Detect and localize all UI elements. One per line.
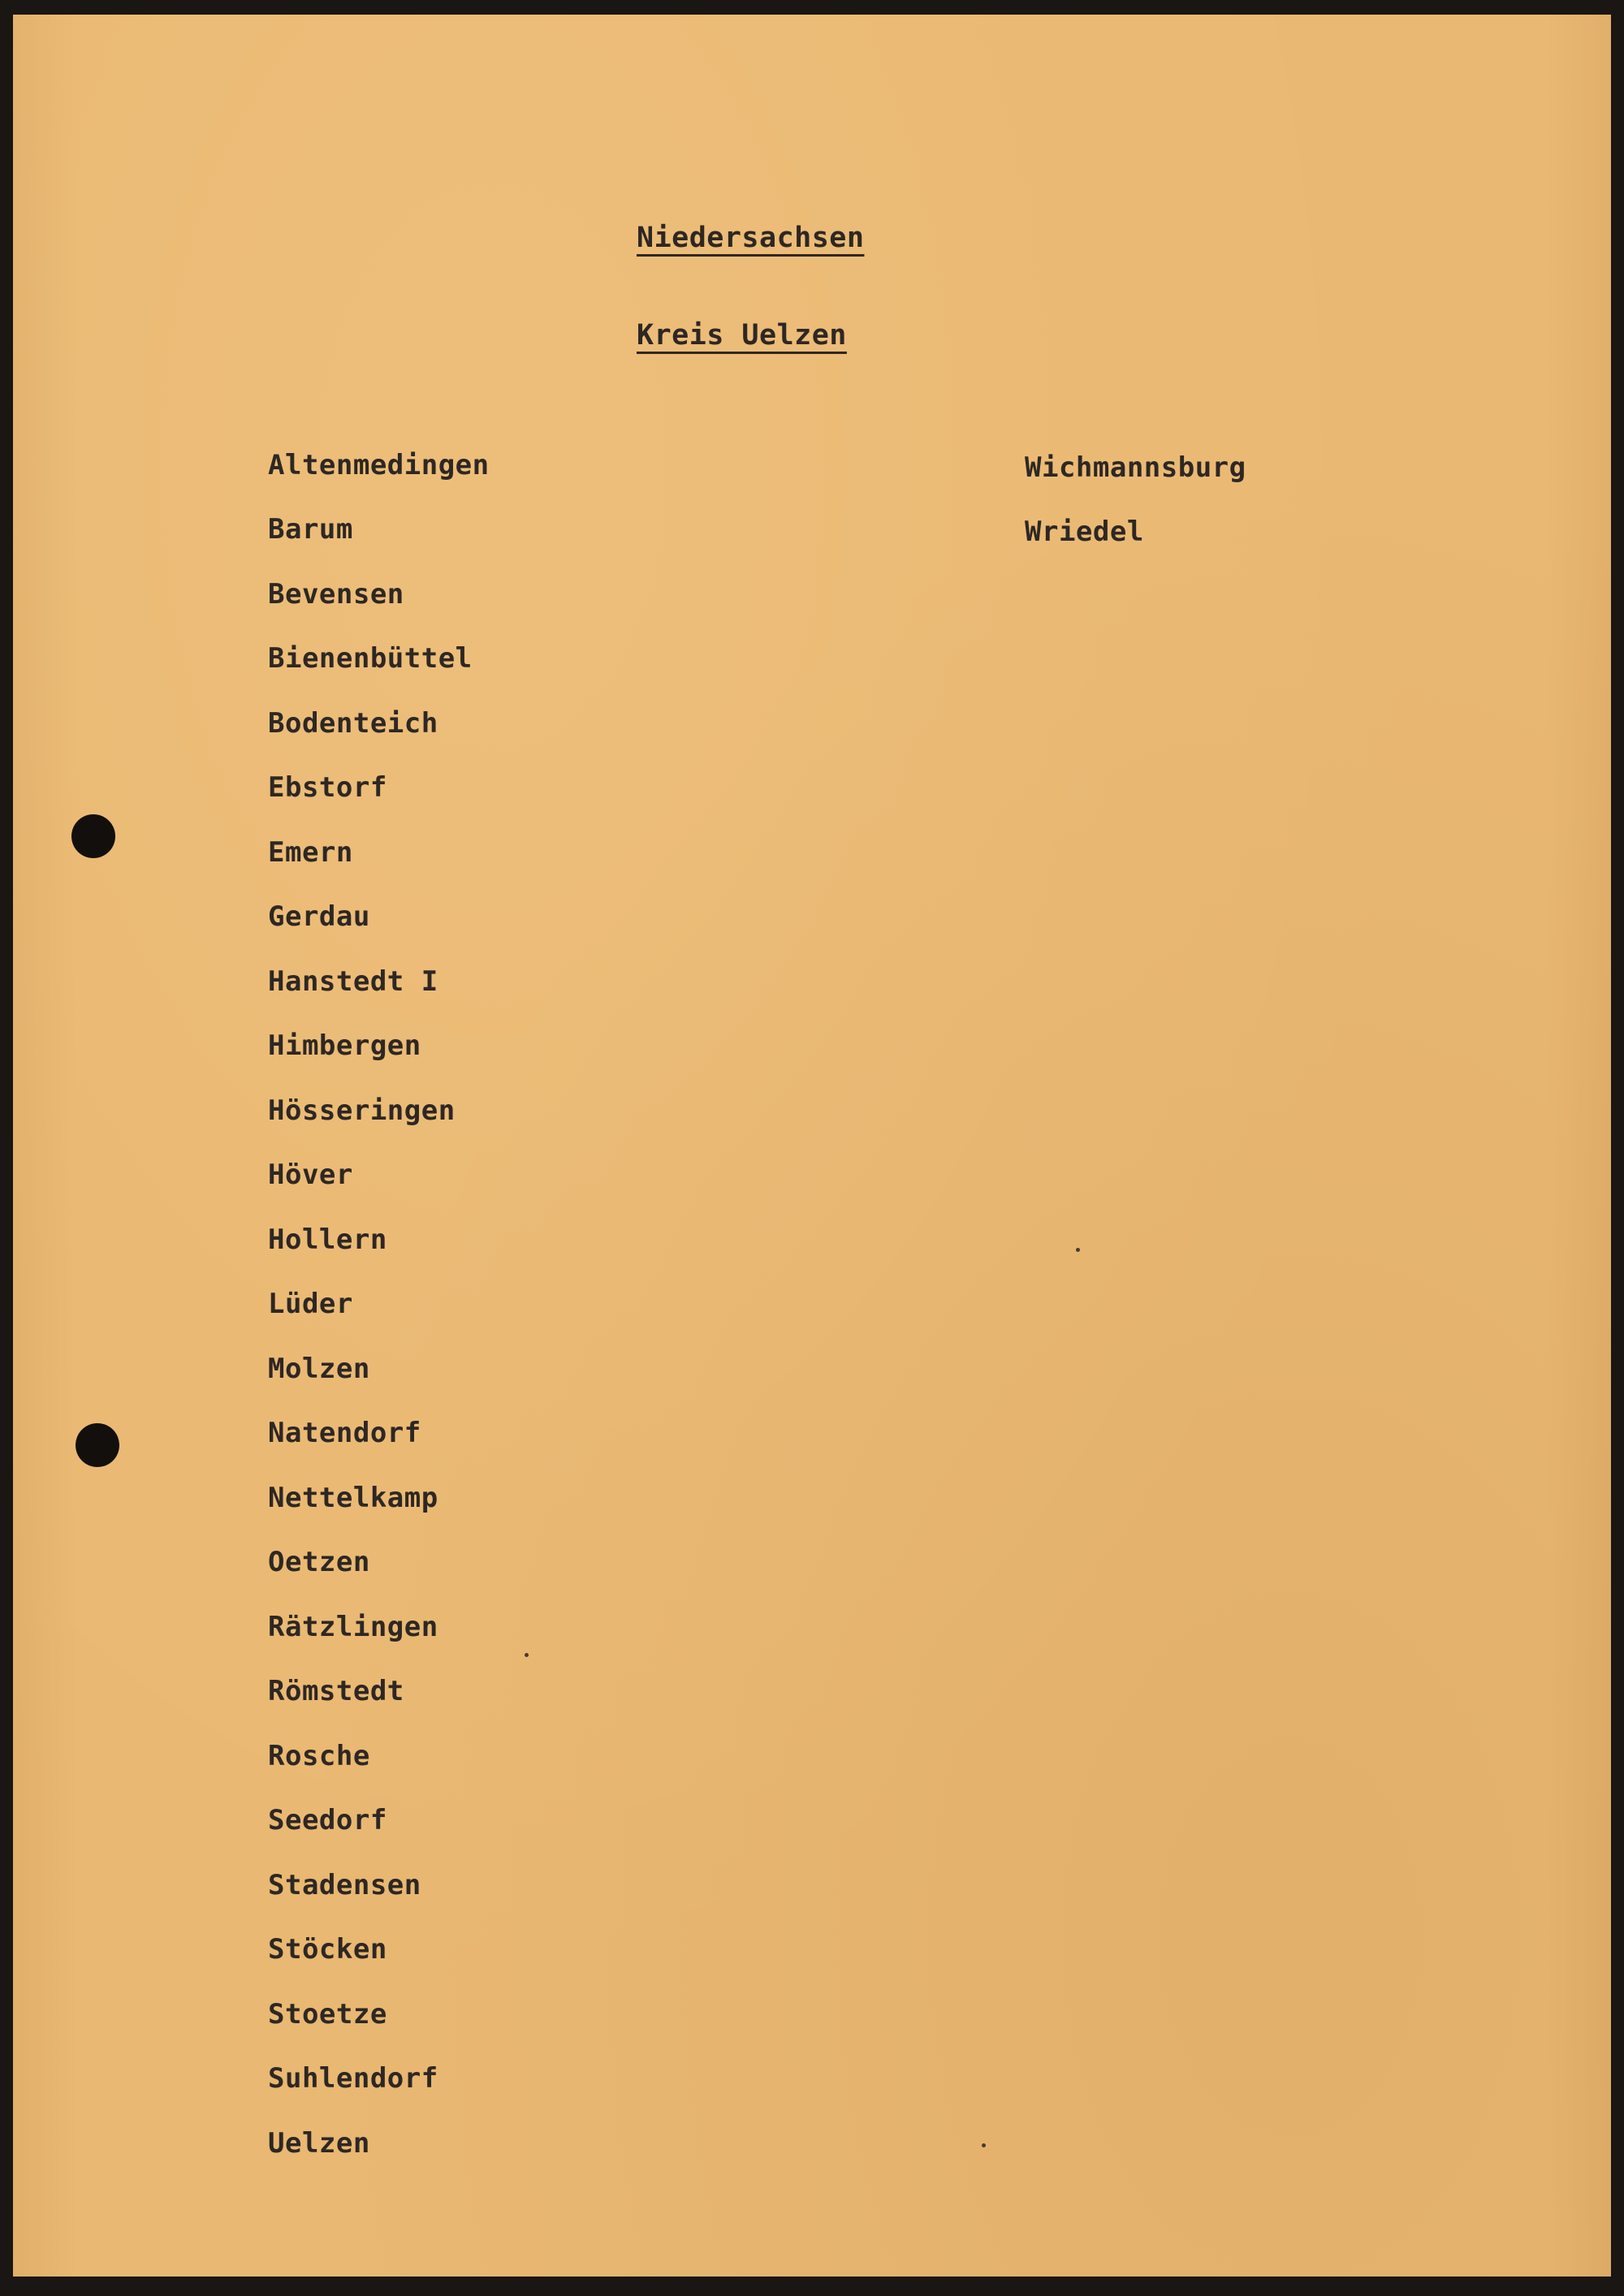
place-item: Bodenteich (268, 707, 438, 740)
place-item: Nettelkamp (268, 1482, 438, 1514)
place-item: Römstedt (268, 1675, 404, 1707)
place-item: Emern (268, 836, 353, 869)
place-item: Natendorf (268, 1417, 421, 1449)
place-item: Rätzlingen (268, 1611, 438, 1643)
place-item: Wriedel (1025, 516, 1144, 548)
district-heading: Kreis Uelzen (637, 319, 847, 352)
place-item: Himbergen (268, 1029, 421, 1062)
place-item: Stöcken (268, 1933, 387, 1966)
place-item: Hanstedt I (268, 965, 438, 998)
place-item: Höver (268, 1159, 353, 1191)
place-item: Hösseringen (268, 1094, 456, 1127)
place-item: Bienenbüttel (268, 642, 473, 675)
place-item: Stadensen (268, 1869, 421, 1901)
state-heading: Niedersachsen (637, 222, 865, 254)
document-page (13, 15, 1611, 2277)
place-item: Ebstorf (268, 771, 387, 804)
place-item: Wichmannsburg (1025, 451, 1246, 484)
punch-hole-top (71, 814, 115, 858)
paper-speck (525, 1653, 529, 1657)
paper-speck (1076, 1248, 1080, 1252)
place-item: Suhlendorf (268, 2062, 438, 2095)
place-item: Molzen (268, 1353, 370, 1385)
place-item: Stoetze (268, 1998, 387, 2031)
place-item: Seedorf (268, 1804, 387, 1836)
place-item: Rosche (268, 1740, 370, 1772)
place-item: Gerdau (268, 900, 370, 933)
place-item: Oetzen (268, 1546, 370, 1578)
place-item: Hollern (268, 1224, 387, 1256)
punch-hole-bottom (76, 1423, 119, 1467)
place-item: Uelzen (268, 2127, 370, 2160)
place-item: Altenmedingen (268, 449, 490, 481)
paper-speck (982, 2143, 986, 2147)
place-item: Bevensen (268, 578, 404, 611)
place-item: Barum (268, 513, 353, 546)
place-item: Lüder (268, 1288, 353, 1320)
